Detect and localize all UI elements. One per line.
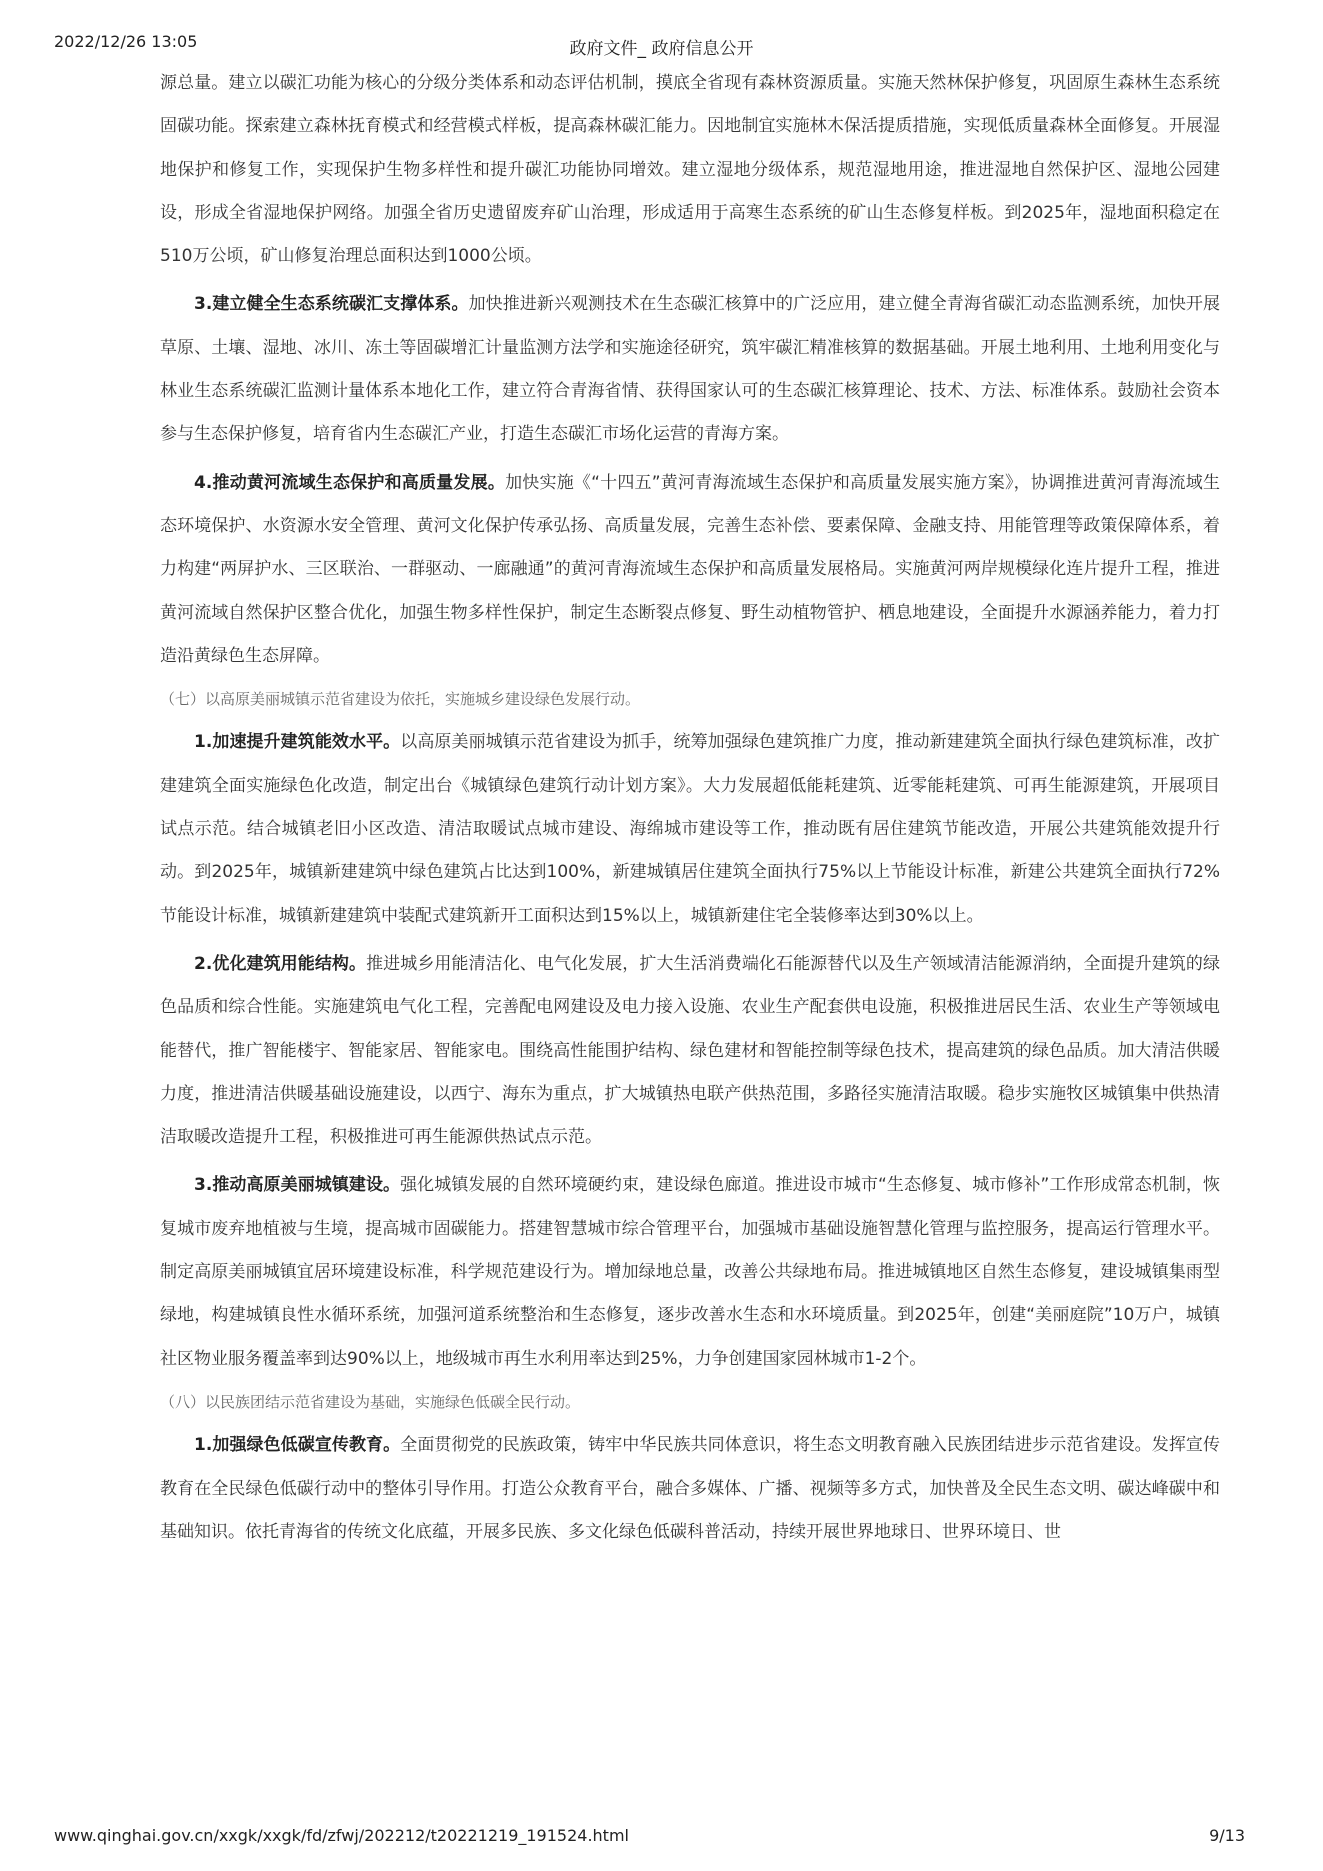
paragraph-heading: 1.加强绿色低碳宣传教育。 (194, 1435, 401, 1456)
paragraph-text: 全面贯彻党的民族政策，铸牢中华民族共同体意识，将生态文明教育融入民族团结进步示范省建设。发挥宣传教育在全民绿色低碳行动中的整体引导作用。打造公众教育平台，融合多媒体、广播、视频等多方式，加快普及全民生态文明、碳达峰碳中和基础知识。依托青海省的传统文化底蕴，开展多民族、多文化绿色低碳科普活动，持续开展世界地球日、世界环境日、世 (160, 1435, 1220, 1542)
paragraph-heading: 1.加速提升建筑能效水平。 (194, 732, 401, 753)
paragraph (160, 721, 1220, 937)
paragraph (160, 462, 1220, 678)
section-heading: （八）以民族团结示范省建设为基础，实施绿色低碳全民行动。 (160, 1392, 581, 1411)
paragraph-heading: 2.优化建筑用能结构。 (194, 953, 367, 974)
page-title: 政府文件_ 政府信息公开 (569, 39, 754, 59)
paragraph-heading: 3.推动高原美丽城镇建设。 (194, 1175, 401, 1196)
paragraph (160, 943, 1220, 1159)
paragraph-text: 加快推进新兴观测技术在生态碳汇核算中的广泛应用，建立健全青海省碳汇动态监测系统，加快开展草原、土壤、湿地、冰川、冻土等固碳增汇计量监测方法学和实施途径研究，筑牢碳汇精准核算的数据基础。开展土地利用、土地利用变化与林业生态系统碳汇监测计量体系本地化工作，建立符合青海省情、获得国家认可的生态碳汇核算理论、技术、方法、标准体系。鼓励社会资本参与生态保护修复，培育省内生态碳汇产业，打造生态碳汇市场化运营的青海方案。 (160, 294, 1220, 445)
page-number: 9/13 (1209, 1826, 1245, 1845)
page-url: www.qinghai.gov.cn/xxgk/xxgk/fd/zfwj/202212/t20221219_191524.html (54, 1826, 629, 1845)
paragraph-text: 强化城镇发展的自然环境硬约束，建设绿色廊道。推进设市城市“生态修复、城市修补”工作形成常态机制，恢复城市废弃地植被与生境，提高城市固碳能力。搭建智慧城市综合管理平台，加强城市基础设施智慧化管理与监控服务，提高运行管理水平。制定高原美丽城镇宜居环境建设标准，科学规范建设行为。增加绿地总量，改善公共绿地布局。推进城镇地区自然生态修复，建设城镇集雨型绿地，构建城镇良性水循环系统，加强河道系统整治和生态修复，逐步改善水生态和水环境质量。到2025年，创建“美丽庭院”10万户，城镇社区物业服务覆盖率到达90%以上，地级城市再生水利用率达到25%，力争创建国家园林城市1-2个。 (160, 1175, 1220, 1369)
paragraph (160, 283, 1220, 456)
paragraph (160, 1424, 1220, 1554)
print-datetime: 2022/12/26 13:05 (54, 32, 198, 51)
paragraph-heading: 4.推动黄河流域生态保护和高质量发展。 (194, 472, 506, 493)
paragraph-heading: 3.建立健全生态系统碳汇支撑体系。 (194, 294, 469, 315)
document-body (160, 62, 1220, 1554)
paragraph-text: 以高原美丽城镇示范省建设为抓手，统筹加强绿色建筑推广力度，推动新建建筑全面执行绿色建筑标准，改扩建建筑全面实施绿色化改造，制定出台《城镇绿色建筑行动计划方案》。大力发展超低能耗建筑、近零能耗建筑、可再生能源建筑，开展项目试点示范。结合城镇老旧小区改造、清洁取暖试点城市建设、海绵城市建设等工作，推动既有居住建筑节能改造，开展公共建筑能效提升行动。到2025年，城镇新建建筑中绿色建筑占比达到100%，新建城镇居住建筑全面执行75%以上节能设计标准，新建公共建筑全面执行72%节能设计标准，城镇新建建筑中装配式建筑新开工面积达到15%以上，城镇新建住宅全装修率达到30%以上。 (160, 732, 1220, 926)
paragraph-text: 推进城乡用能清洁化、电气化发展，扩大生活消费端化石能源替代以及生产领域清洁能源消纳，全面提升建筑的绿色品质和综合性能。实施建筑电气化工程，完善配电网建设及电力接入设施、农业生产配套供电设施，积极推进居民生活、农业生产等领域电能替代，推广智能楼宇、智能家居、智能家电。围绕高性能围护结构、绿色建材和智能控制等绿色技术，提高建筑的绿色品质。加大清洁供暖力度，推进清洁供暖基础设施建设，以西宁、海东为重点，扩大城镇热电联产供热范围，多路径实施清洁取暖。稳步实施牧区城镇集中供热清洁取暖改造提升工程，积极推进可再生能源供热试点示范。 (160, 953, 1220, 1148)
section-heading: （七）以高原美丽城镇示范省建设为依托，实施城乡建设绿色发展行动。 (160, 690, 641, 709)
paragraph (160, 1164, 1220, 1380)
paragraph-text: 加快实施《“十四五”黄河青海流域生态保护和高质量发展实施方案》，协调推进黄河青海流域生态环境保护、水资源水安全管理、黄河文化保护传承弘扬、高质量发展，完善生态补偿、要素保障、金融支持、用能管理等政策保障体系，着力构建“两屏护水、三区联治、一群驱动、一廊融通”的黄河青海流域生态保护和高质量发展格局。实施黄河两岸规模绿化连片提升工程，推进黄河流域自然保护区整合优化，加强生物多样性保护，制定生态断裂点修复、野生动植物管护、栖息地建设，全面提升水源涵养能力，着力打造沿黄绿色生态屏障。 (160, 472, 1220, 666)
paragraph: 源总量。建立以碳汇功能为核心的分级分类体系和动态评估机制，摸底全省现有森林资源质量。实施天然林保护修复，巩固原生森林生态系统固碳功能。探索建立森林抚育模式和经营模式样板，提高森林碳汇能力。因地制宜实施林木保活提质措施，实现低质量森林全面修复。开展湿地保护和修复工作，实现保护生物多样性和提升碳汇功能协同增效。建立湿地分级体系，规范湿地用途，推进湿地自然保护区、湿地公园建设，形成全省湿地保护网络。加强全省历史遗留废弃矿山治理，形成适用于高寒生态系统的矿山生态修复样板。到2025年，湿地面积稳定在510万公顷，矿山修复治理总面积达到1000公顷。 (160, 73, 1220, 267)
